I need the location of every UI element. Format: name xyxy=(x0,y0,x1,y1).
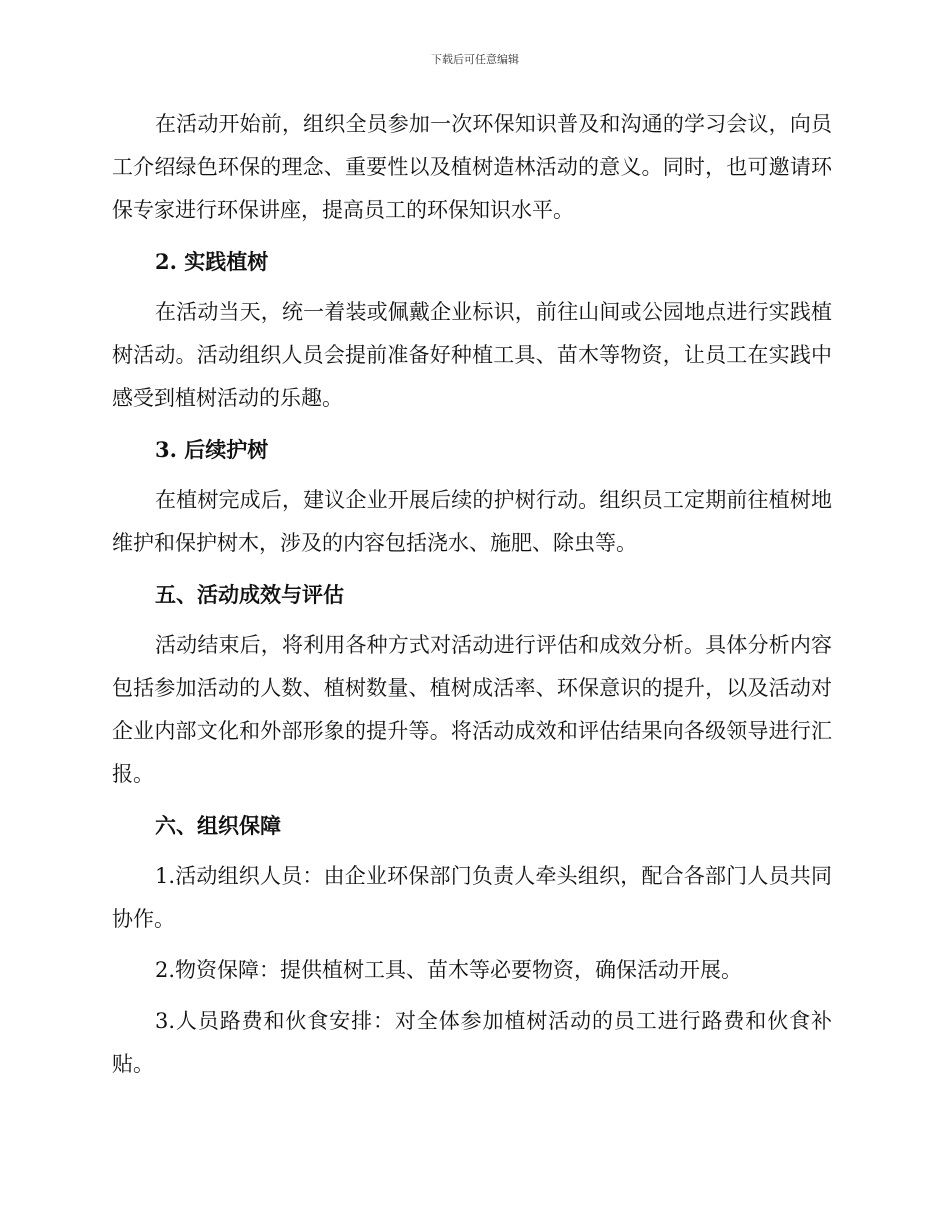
document-body xyxy=(112,103,832,1094)
list-item-travel-meals: 3.人员路费和伙食安排：对全体参加植树活动的员工进行路费和伙食补贴。 xyxy=(112,1009,832,1076)
paragraph-tree-care: 在植树完成后，建议企业开展后续的护树行动。组织员工定期前往植树地维护和保护树木，涉及的内容包括浇水、施肥、除虫等。 xyxy=(112,488,832,555)
page-header: 下载后可任意编辑 xyxy=(431,53,519,66)
section-heading-organization: 六、组织保障 xyxy=(155,813,281,838)
paragraph-evaluation: 活动结束后，将利用各种方式对活动进行评估和成效分析。具体分析内容包括参加活动的人数、植树数量、植树成活率、环保意识的提升，以及活动对企业内部文化和外部形象的提升等。将活动成效和评估结果向各级领导进行汇报。 xyxy=(112,633,832,786)
section-heading-evaluation: 五、活动成效与评估 xyxy=(155,582,344,607)
section-heading-practice-planting: 2. 实践植树 xyxy=(155,249,269,274)
list-item-materials: 2.物资保障：提供植树工具、苗木等必要物资，确保活动开展。 xyxy=(155,958,743,982)
list-item-organizers: 1.活动组织人员：由企业环保部门负责人牵头组织，配合各部门人员共同协作。 xyxy=(112,864,832,931)
section-heading-tree-care: 3. 后续护树 xyxy=(155,437,269,462)
paragraph-practice-planting: 在活动当天，统一着装或佩戴企业标识，前往山间或公园地点进行实践植树活动。活动组织人员会提前准备好种植工具、苗木等物资，让员工在实践中感受到植树活动的乐趣。 xyxy=(112,300,832,410)
paragraph-intro-training: 在活动开始前，组织全员参加一次环保知识普及和沟通的学习会议，向员工介绍绿色环保的理念、重要性以及植树造林活动的意义。同时，也可邀请环保专家进行环保讲座，提高员工的环保知识水平。 xyxy=(112,112,832,222)
